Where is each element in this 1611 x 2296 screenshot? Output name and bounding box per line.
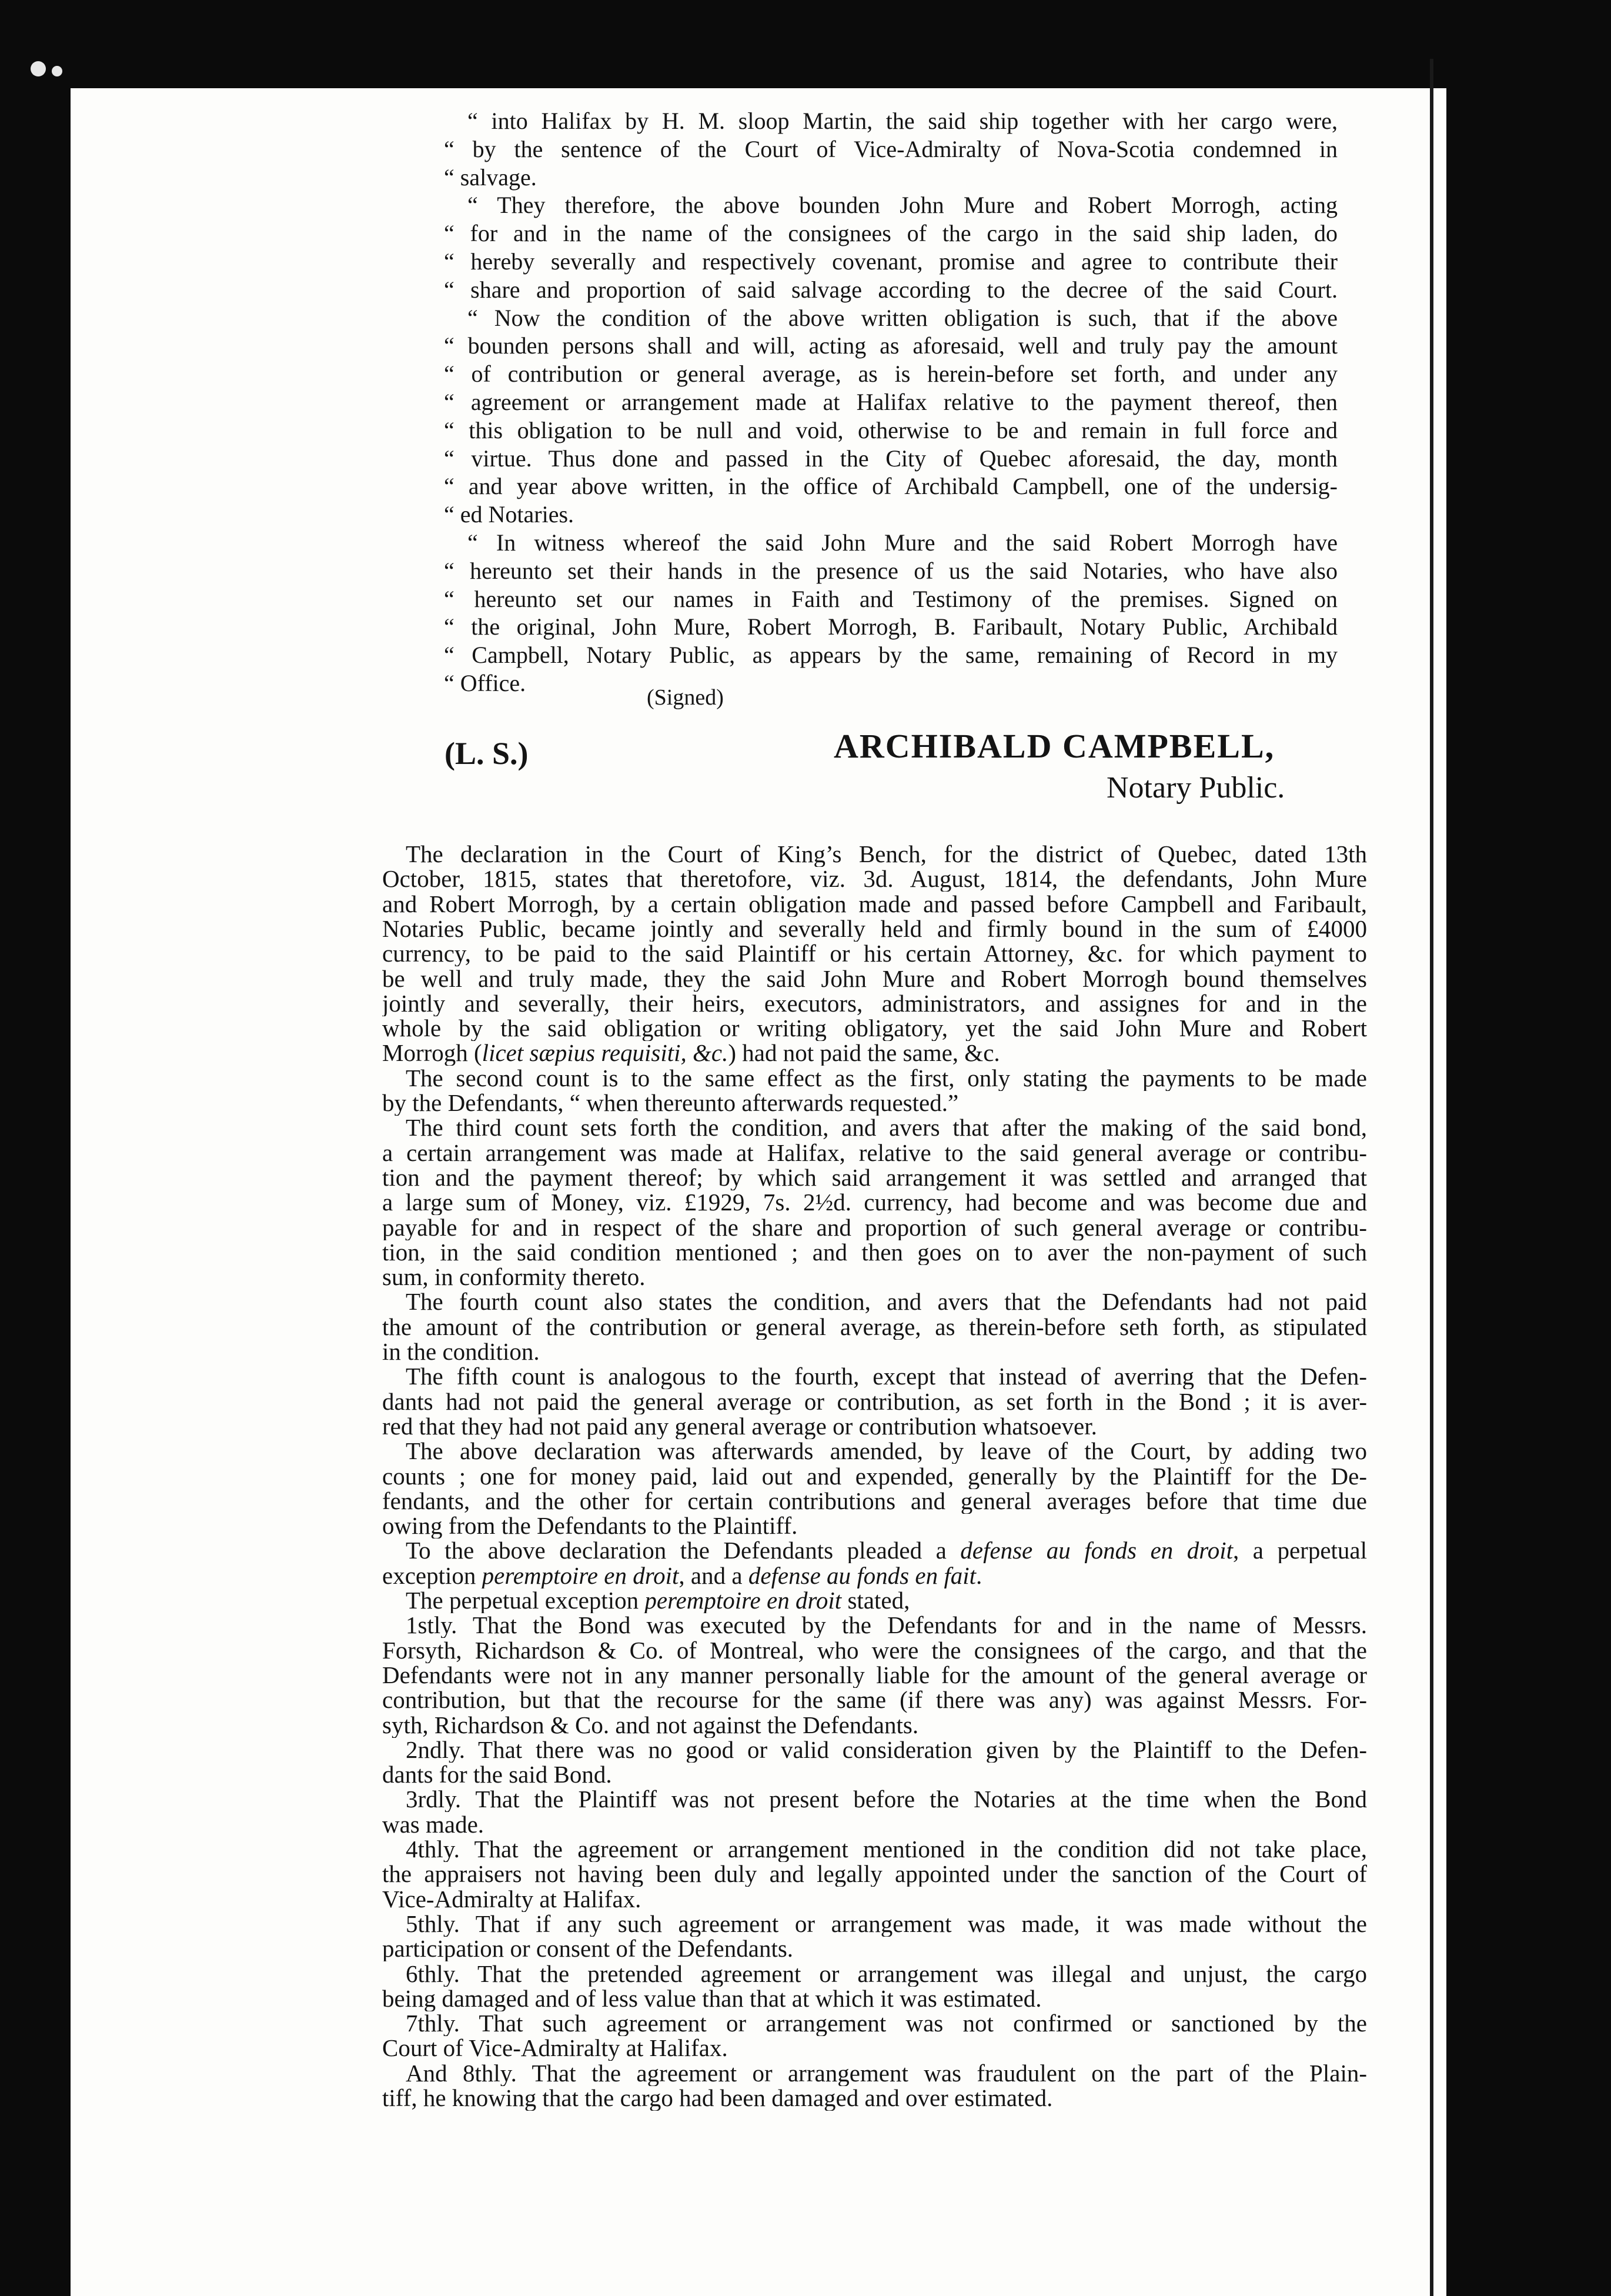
text-line: “ bounden persons shall and will, acting as aforesaid, well and truly pay the amount: [444, 333, 1338, 359]
text-line: currency, to be paid to the said Plaintiff or his certain Attorney, &c. for which payment to: [382, 940, 1367, 966]
text-line: 1stly. That the Bond was executed by the Defendants for and in the name of Messrs.: [406, 1612, 1367, 1638]
text-line: “ the original, John Mure, Robert Morrogh, B. Faribault, Notary Public, Archibald: [444, 614, 1338, 640]
text-line: owing from the Defendants to the Plaintiff.: [382, 1513, 798, 1539]
text-line: The fifth count is analogous to the fourth, except that instead of averring that the Defen-: [406, 1363, 1367, 1389]
text-line: “ Now the condition of the above written obligation is such, that if the above: [467, 305, 1338, 331]
text-line: whole by the said obligation or writing obligatory, yet the said John Mure and Robert: [382, 1015, 1367, 1041]
text-line: “ Office.: [444, 670, 526, 696]
seal-label: (L. S.): [444, 736, 529, 771]
text-line: 7thly. That such agreement or arrangement was not confirmed or sanctioned by the: [406, 2010, 1367, 2036]
text-line: October, 1815, states that theretofore, viz. 3d. August, 1814, the defendants, John Mure: [382, 866, 1367, 892]
text-line: contribution, but that the recourse for the same (if there was any) was against Messrs. For-: [382, 1687, 1367, 1713]
text-line: a certain arrangement was made at Halifax, relative to the said general average or contribu-: [382, 1140, 1367, 1166]
text-line: 2ndly. That there was no good or valid consideration given by the Plaintiff to the Defen-: [406, 1737, 1367, 1763]
text-line: The second count is to the same effect as the first, only stating the payments to be made: [406, 1065, 1367, 1091]
text-line: Morrogh (licet sæpius requisiti, &c.) had not paid the same, &c.: [382, 1040, 1000, 1066]
text-line: 6thly. That the pretended agreement or arrangement was illegal and unjust, the cargo: [406, 1961, 1367, 1987]
text-line: participation or consent of the Defendants.: [382, 1935, 794, 1961]
text-line: “ Campbell, Notary Public, as appears by the same, remaining of Record in my: [444, 642, 1338, 668]
text-line: fendants, and the other for certain contributions and general averages before that time due: [382, 1488, 1367, 1514]
text-line: was made.: [382, 1811, 484, 1837]
text-line: “ ed Notaries.: [444, 502, 574, 528]
text-line: tion and the payment thereof; by which said arrangement it was settled and arranged that: [382, 1164, 1367, 1190]
text-line: Vice-Admiralty at Halifax.: [382, 1886, 641, 1912]
text-line: in the condition.: [382, 1339, 540, 1364]
text-line: payable for and in respect of the share and proportion of such general average or contribu-: [382, 1214, 1367, 1240]
notary-title: Notary Public.: [1107, 771, 1285, 805]
text-line: Notaries Public, became jointly and severally held and firmly bound in the sum of £4000: [382, 916, 1367, 942]
text-line: Forsyth, Richardson & Co. of Montreal, who were the consignees of the cargo, and that the: [382, 1637, 1367, 1663]
scan-speck: [52, 66, 62, 76]
text-line: And 8thly. That the agreement or arrangement was fraudulent on the part of the Plain-: [406, 2060, 1367, 2086]
text-line: being damaged and of less value than that at which it was estimated.: [382, 1985, 1042, 2011]
text-line: “ hereunto set their hands in the presence of us the said Notaries, who have also: [444, 558, 1338, 584]
text-line: “ hereunto set our names in Faith and Testimony of the premises. Signed on: [444, 586, 1338, 612]
text-line: “ of contribution or general average, as is herein-before set forth, and under any: [444, 361, 1338, 387]
text-line: “ this obligation to be null and void, otherwise to be and remain in full force and: [444, 418, 1338, 443]
text-line: “ salvage.: [444, 165, 537, 191]
text-line: dants for the said Bond.: [382, 1761, 612, 1787]
text-line: “ share and proportion of said salvage according to the decree of the said Court.: [444, 277, 1338, 303]
binding-edge-line: [1430, 59, 1433, 2296]
text-line: The fourth count also states the condition, and avers that the Defendants had not paid: [406, 1289, 1367, 1314]
text-line: tiff, he knowing that the cargo had been damaged and over estimated.: [382, 2085, 1053, 2111]
text-line: sum, in conformity thereto.: [382, 1264, 646, 1290]
text-line: syth, Richardson & Co. and not against the Defendants.: [382, 1712, 919, 1738]
scan-border-right: [1446, 0, 1611, 2296]
text-line: a large sum of Money, viz. £1929, 7s. 2½d. currency, had become and was become due and: [382, 1189, 1367, 1215]
notary-name: ARCHIBALD CAMPBELL,: [834, 727, 1275, 765]
scan-speck: [31, 61, 46, 76]
text-line: by the Defendants, “ when thereunto afterwards requested.”: [382, 1090, 959, 1116]
text-line: tion, in the said condition mentioned ; and then goes on to aver the non-payment of such: [382, 1239, 1367, 1265]
text-line: “ agreement or arrangement made at Halifax relative to the payment thereof, then: [444, 389, 1338, 415]
text-line: “ for and in the name of the consignees of the cargo in the said ship laden, do: [444, 221, 1338, 246]
text-line: “ into Halifax by H. M. sloop Martin, the said ship together with her cargo were,: [467, 108, 1338, 134]
text-line: 3rdly. That the Plaintiff was not present before the Notaries at the time when the Bond: [406, 1786, 1367, 1812]
text-line: the amount of the contribution or general average, as therein-before seth forth, as stipulated: [382, 1314, 1367, 1340]
text-line: jointly and severally, their heirs, executors, administrators, and assignes for and in the: [382, 990, 1367, 1016]
text-line: dants had not paid the general average or contribution, as set forth in the Bond ; it is aver-: [382, 1389, 1367, 1414]
text-line: The perpetual exception peremptoire en droit stated,: [406, 1587, 910, 1613]
signed-label: (Signed): [647, 685, 724, 710]
scan-border-left: [0, 0, 71, 2296]
text-line: The declaration in the Court of King’s Bench, for the district of Quebec, dated 13th: [406, 841, 1367, 867]
text-line: “ In witness whereof the said John Mure and the said Robert Morrogh have: [467, 530, 1338, 556]
text-line: “ by the sentence of the Court of Vice-Admiralty of Nova-Scotia condemned in: [444, 136, 1338, 162]
text-line: Court of Vice-Admiralty at Halifax.: [382, 2035, 728, 2061]
text-line: The above declaration was afterwards amended, by leave of the Court, by adding two: [406, 1438, 1367, 1464]
text-line: be well and truly made, they the said John Mure and Robert Morrogh bound themselves: [382, 966, 1367, 992]
text-line: 5thly. That if any such agreement or arrangement was made, it was made without the: [406, 1911, 1367, 1937]
scan-border-top: [0, 0, 1611, 88]
text-line: counts ; one for money paid, laid out and expended, generally by the Plaintiff for the De-: [382, 1463, 1367, 1489]
text-line: 4thly. That the agreement or arrangement mentioned in the condition did not take place,: [406, 1836, 1367, 1862]
text-line: the appraisers not having been duly and legally appointed under the sanction of the Court of: [382, 1861, 1367, 1887]
text-line: Defendants were not in any manner personally liable for the amount of the general average or: [382, 1662, 1367, 1688]
text-line: To the above declaration the Defendants pleaded a defense au fonds en droit, a perpetual: [406, 1537, 1367, 1563]
text-line: “ and year above written, in the office of Archibald Campbell, one of the undersig-: [444, 473, 1338, 499]
text-line: red that they had not paid any general average or contribution whatsoever.: [382, 1413, 1097, 1439]
text-line: The third count sets forth the condition, and avers that after the making of the said bond,: [406, 1114, 1367, 1140]
text-line: exception peremptoire en droit, and a defense au fonds en fait.: [382, 1563, 982, 1588]
text-line: and Robert Morrogh, by a certain obligation made and passed before Campbell and Faribault,: [382, 891, 1367, 917]
text-line: “ hereby severally and respectively covenant, promise and agree to contribute their: [444, 249, 1338, 275]
text-line: “ virtue. Thus done and passed in the City of Quebec aforesaid, the day, month: [444, 446, 1338, 472]
text-line: “ They therefore, the above bounden John Mure and Robert Morrogh, acting: [467, 192, 1338, 218]
